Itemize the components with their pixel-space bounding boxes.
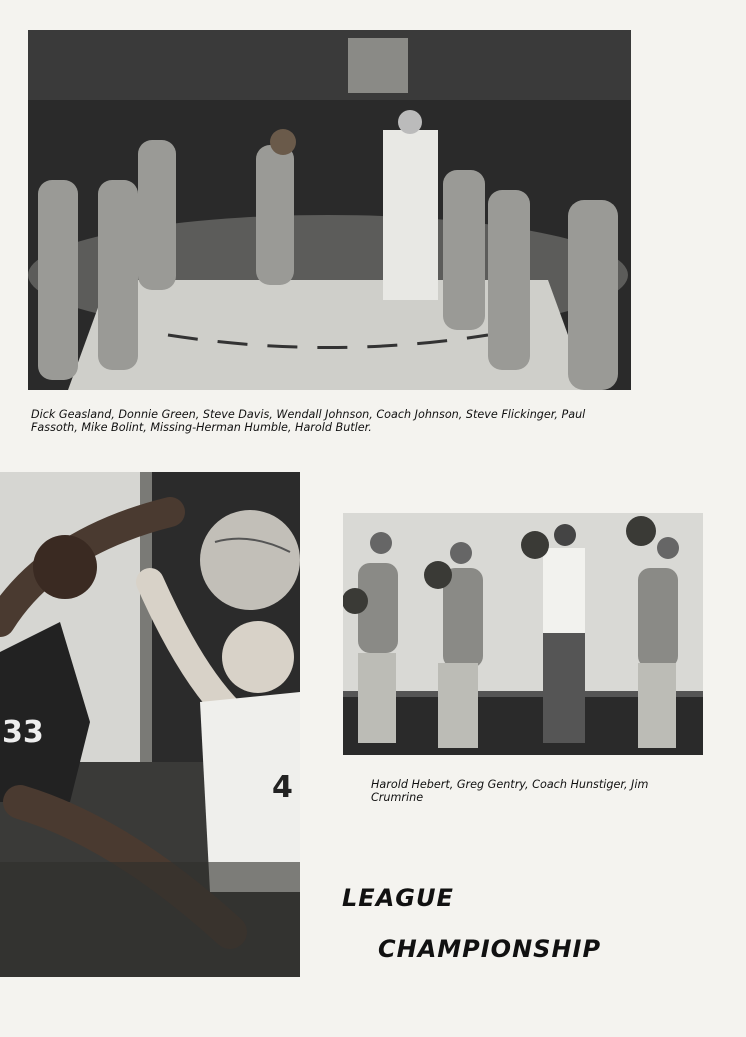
practice-photo-caption: Harold Hebert, Greg Gentry, Coach Hunstiger, Jim Crumrine: [371, 778, 649, 804]
left-jersey-number: 33: [2, 715, 44, 750]
right-jersey-number: 4: [272, 770, 293, 805]
action-photo: [0, 472, 300, 977]
practice-photo: [343, 513, 703, 755]
team-photo-caption: Dick Geasland, Donnie Green, Steve Davis, Wendall Johnson, Coach Johnson, Steve Flickinger, Paul Fassoth, Mike Bolint, Missing-Herman Humble, Harold Butler.: [31, 408, 586, 434]
heading-championship: CHAMPIONSHIP: [378, 935, 602, 963]
team-photo: [28, 30, 631, 390]
heading-league: LEAGUE: [342, 884, 454, 912]
